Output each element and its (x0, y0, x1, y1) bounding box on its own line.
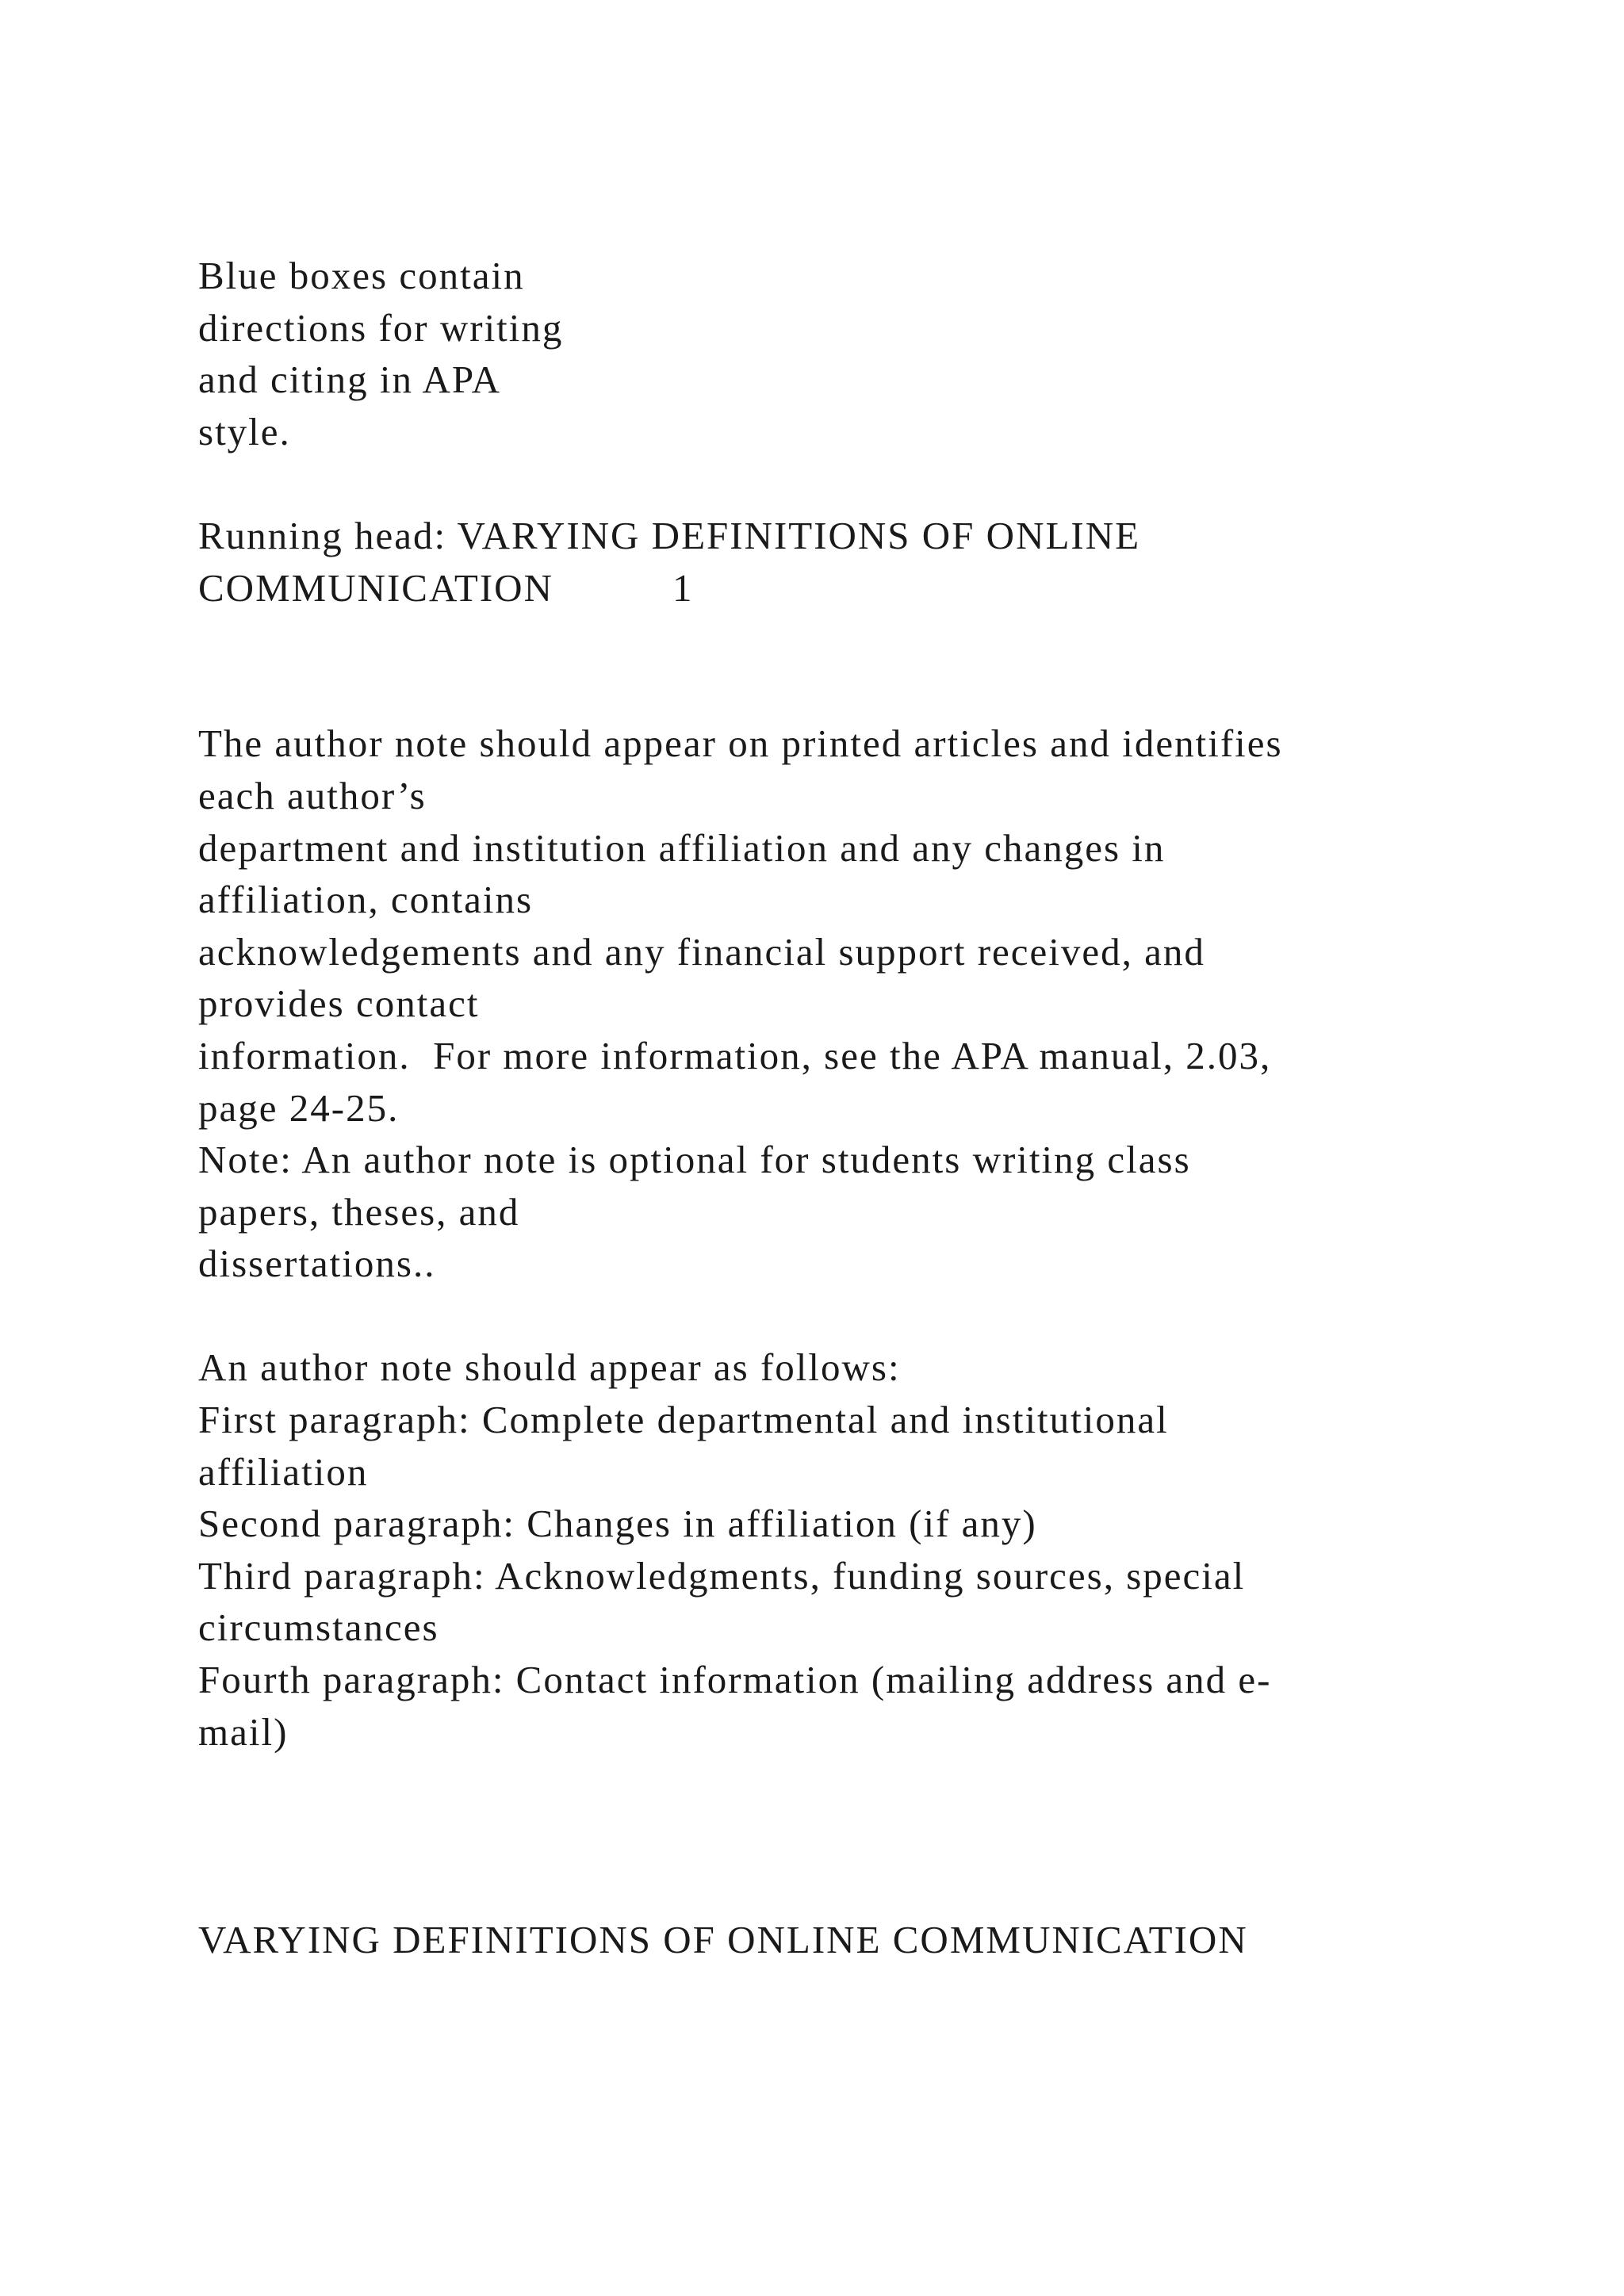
author-note-line: department and institution affiliation and any changes in (198, 825, 1166, 870)
spacer (198, 1758, 1499, 1914)
directions-line: style. (198, 409, 291, 453)
running-head-line: Running head: VARYING DEFINITIONS OF ONLINE (198, 513, 1141, 557)
spacer (198, 614, 1499, 718)
format-line: Third paragraph: Acknowledgments, funding sources, special (198, 1553, 1246, 1598)
directions-box (198, 250, 1499, 457)
author-note-line: The author note should appear on printed articles and identifies (198, 721, 1283, 766)
author-note-line: papers, theses, and (198, 1189, 520, 1234)
format-line: Fourth paragraph: Contact information (mailing address and e- (198, 1658, 1272, 1702)
author-note-line: provides contact (198, 982, 480, 1026)
spacer (198, 1290, 1499, 1342)
format-line: affiliation (198, 1449, 369, 1494)
running-head-text: COMMUNICATION (198, 565, 553, 610)
format-line: First paragraph: Complete departmental and institutional (198, 1398, 1169, 1442)
author-note-format (198, 1341, 1499, 1758)
format-line: circumstances (198, 1605, 439, 1650)
running-head (198, 510, 1499, 614)
author-note-line: affiliation, contains (198, 878, 534, 922)
title-heading: VARYING DEFINITIONS OF ONLINE COMMUNICATION (198, 1918, 1248, 1962)
author-note-line: Note: An author note is optional for students writing class (198, 1138, 1191, 1182)
author-note-line: each author’s (198, 773, 427, 817)
document-page (198, 250, 1499, 1966)
running-head-line (198, 562, 1499, 614)
directions-line: and citing in APA (198, 358, 502, 402)
author-note-line: acknowledgements and any financial support received, and (198, 929, 1205, 974)
page-number: 1 (672, 565, 694, 610)
directions-line: Blue boxes contain (198, 254, 525, 297)
format-line: An author note should appear as follows: (198, 1345, 901, 1390)
directions-line: directions for writing (198, 305, 564, 350)
author-note-line: dissertations.. (198, 1242, 436, 1286)
spacer (198, 457, 1499, 510)
author-note-line: information. For more information, see the APA manual, 2.03, (198, 1033, 1272, 1077)
author-note-line: page 24-25. (198, 1085, 400, 1130)
author-note-info (198, 718, 1499, 1290)
format-line: Second paragraph: Changes in affiliation (if any) (198, 1502, 1037, 1546)
format-line: mail) (198, 1709, 289, 1754)
